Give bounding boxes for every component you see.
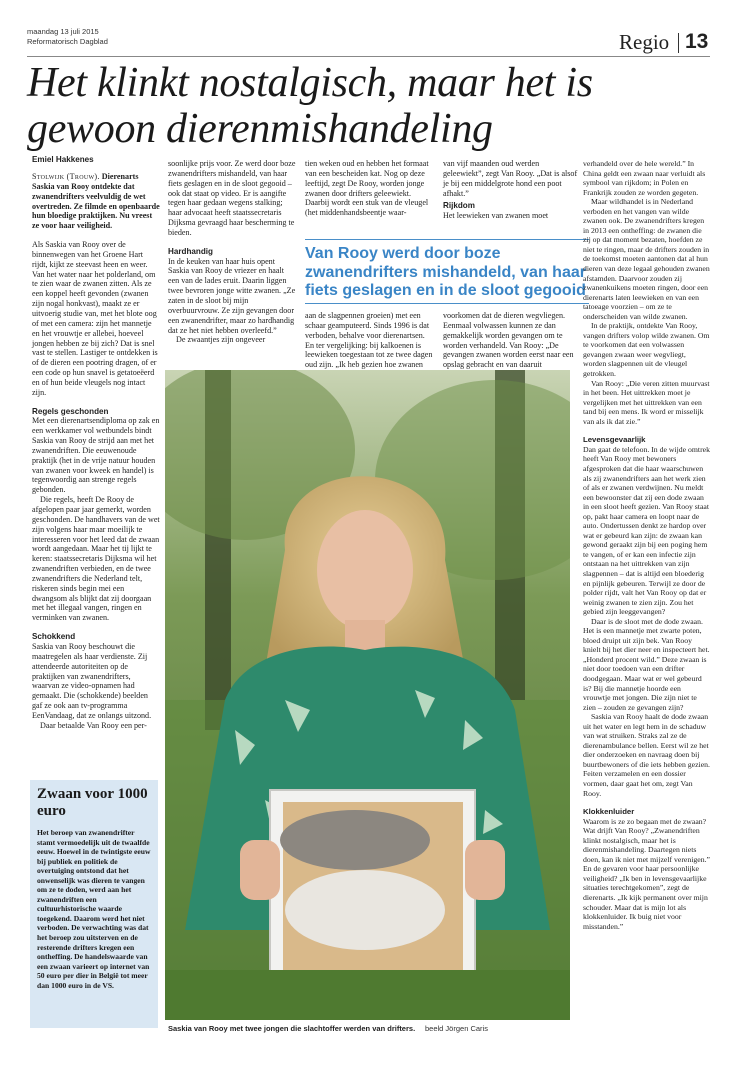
col5-paragraph-2: Maar wildhandel is in Nederland verboden en het vangen van wilde zwanen ook. De zwanendrifters kregen in 2013 een ontheffing: de zwanen die zij op dat moment bezaten, hoefden ze niet te ringen, maar de drifters zouden in de toekomst moeten aantonen dat al hun dieren van deze legaal gehouden zwanen afstamden. Daarvoor zouden zij zwanenkuikens moeten ringen, door een dierenarts laten leewieken en van een tatoeage voorzien – om ze te onderscheiden van wilde zwanen. <box>583 197 710 321</box>
col5-paragraph-4: Van Rooy: „Die veren zitten muurvast in het been. Het uittrekken moet je vergelijken met het uittrekken van een tand bij een mens. Ik word er misselijk van als ik dat zie.” <box>583 378 710 426</box>
article-intro <box>32 172 160 231</box>
col5-paragraph-3: In de praktijk, ontdekte Van Rooy, vangen drifters volop wilde zwanen. Om te voorkomen dat een volwassen gevangen zwaan weer wegvliegt, worden slagpennen uit de vleugel getrokken. <box>583 321 710 379</box>
headline-line-1: Het klinkt nostalgisch, maar het is <box>27 60 593 106</box>
photo-credit: beeld Jörgen Caris <box>425 1024 488 1033</box>
subheading-klokkenluider: Klokkenluider <box>583 807 635 817</box>
sidebar-body: Het beroep van zwanendrifter stamt vermoedelijk uit de twaalfde eeuw. Hoewel in de twintigste eeuw bij publiek en politiek de overtuiging ontstond dat het onwenselijk was dieren te vangen om ze te doden, werd aan het zwanendriften een cultuurhistorische waarde toegekend. Daarom werd het niet verboden. De verwachting was dat het beroep zou uitsterven en de resterende drifters kregen een ontheffing. De handelswaarde van een zwaan varieert op internet van 50 euro per dier in België tot meer dan 1000 euro in de VS. <box>37 828 151 990</box>
col5-paragraph-8: Waarom is ze zo begaan met de zwaan? Wat drijft Van Rooy? „Zwanendriften klinkt nostalgisch, maar het is dierenmishandeling. Daartegen niets doen, kan ik niet met mijzelf verenigen.” En de gevaren voor haar persoonlijke veiligheid? „Ik ben in levensgevaarlijke situaties terechtgekomen”, zegt de dierenarts. „Ik kijk permanent over mijn schouder. Maar dat is mijn lot als klokkenluider. Ik buig niet voor misstanden.” <box>583 816 710 931</box>
col1-paragraph-2: Met een dierenartsendiploma op zak en een werkkamer vol wetbundels bindt Saskia van Rooy de strijd aan met het zwanendriften. Die eeuwenoude praktijk (het in de vrije natuur houden van zwanen voor kweek en handel) is tegenwoordig aan strenge regels gebonden. <box>32 416 160 495</box>
col5-paragraph-5: Dan gaat de telefoon. In de wijde omtrek heeft Van Rooy met bewoners afgesproken dat die haar waarschuwen als zij zwanendrifters aan het werk zien of als er zwanen verdwijnen. Nu meldt een bewoonster dat zij een dode zwaan in een sloot heeft gezien. Van Rooy staat op, pakt haar camera en loopt naar de auto. Ondertussen denkt ze hardop over wat er gebeurd kan zijn: de zwaan kan gewond geraakt zijn bij een poging hem te vangen, of er kan een infectie zijn ontstaan na het uittrekken van zijn slagpennen – dat is altijd een bloederig en pijnlijk gebeuren. Terwijl ze door de polder rijdt, valt het Van Rooy op dat er weinig zwanen te zien zijn. Zou het gebied zijn leeggevangen? <box>583 444 710 617</box>
caption-text: Saskia van Rooy met twee jongen die slachtoffer werden van drifters. <box>168 1024 416 1033</box>
pullquote: Van Rooy werd door boze zwanendrifters mishandeld, van haar fiets geslagen en in de sloot gegooid <box>305 245 586 299</box>
col2-paragraph-2: In de keuken van haar huis opent Saskia van Rooy de vriezer en haalt een van de lades eruit. Daarin liggen twee bevroren jonge witte zwanen. „Ze zaten in de sloot bij mijn overbuurvrouw. Ze zijn gevangen door een zwanendrifter, maar zo hardhandig dat ze het niet hebben overleefd.” <box>168 256 296 335</box>
col3-paragraph-bottom: aan de slagpennen groeien) met een schaar geamputeerd. Sinds 1996 is dat verboden, behalve voor dierenartsen. En ter vergelijking: bij kalkoenen is leewieken toegestaan tot ze twee dagen oud zijn. „Ik heb gezien hoe zwanen <box>305 311 433 370</box>
issue-date: maandag 13 juli 2015 <box>27 27 99 36</box>
sidebar-title: Zwaan voor 1000 euro <box>37 786 148 819</box>
page-number: 13 <box>685 30 709 53</box>
headline-line-2: gewoon dierenmishandeling <box>27 106 493 152</box>
col5-paragraph-6: Daar is de sloot met de dode zwaan. Het is een mannetje met zwarte poten, bloed druipt uit zijn bek. Van Rooy knielt bij het dier neer en inspecteert het. „Honderd procent wild.” Deze zwaan is niet door toedoen van een drifter doodgegaan. Maar wat er wel gebeurd is? Bij die mannetje hoorde een vrouwtje met jongen. Die zijn niet te zien – zouden ze gevangen zijn? <box>583 616 710 712</box>
intro-lead: Dierenarts Saskia van Rooy ontdekte dat zwanendrifters veelvuldig de wet overtreden. Ze filmde en openbaarde hun bloedige praktijken. Nu vreest ze voor haar veiligheid. <box>32 172 160 231</box>
article-column-3-top <box>305 159 433 218</box>
col4-paragraph-1: Het leewieken van zwanen moet <box>443 211 549 221</box>
article-column-5 <box>583 159 710 931</box>
col4-paragraph-bottom: voorkomen dat de dieren wegvliegen. Eenmaal volwassen kunnen ze dan gemakkelijk worden gevangen om te worden verhandeld. Van Rooy: „De gevangen zwanen worden eerst naar een opslag gebracht en van daaruit <box>443 311 574 370</box>
subheading-rijkdom: Rijkdom <box>443 201 475 211</box>
photo-illustration <box>165 370 570 1020</box>
byline: Emiel Hakkenes <box>32 155 94 164</box>
section-label: Regio <box>619 30 670 54</box>
col3-paragraph-top: tien weken oud en hebben het formaat van een bescheiden kat. Nog op deze leeftijd, zegt De Rooy, worden jonge zwanen door drifters geleewiekt. Daarbij wordt een stuk van de vleugel (het middenhandsbeentje waar- <box>305 159 429 218</box>
headline <box>27 60 717 152</box>
dateline: Stolwijk (Trouw). <box>32 172 100 181</box>
article-column-1 <box>32 172 160 731</box>
sidebar-box <box>30 780 158 1028</box>
subheading-hardhandig: Hardhandig <box>168 246 213 256</box>
article-photo <box>165 370 570 1020</box>
article-column-4-top <box>443 159 579 221</box>
top-rule <box>27 56 710 57</box>
col1-paragraph-3: Die regels, heeft De Rooy de afgelopen paar jaar gemerkt, worden geschonden. De handhavers van de wet zijn volgens haar maar moeilijk te interesseren voor het leed dat de zwaan wordt aangedaan. Maar het tij lijkt te keren: staatssecretaris Dijksma wil het zwanendriften verbieden, en de twee zwanendrifters die Nederland telt, riskeren sinds begin mei een dwangsom als blijkt dat zij doorgaan met het illegaal vangen, ringen en verminken van zwanen. <box>32 495 160 623</box>
article-column-3-bottom <box>305 311 433 370</box>
col2-paragraph-3: De zwaantjes zijn ongeveer <box>176 335 266 345</box>
article-column-4-bottom <box>443 311 579 370</box>
subheading-schokkend: Schokkend <box>32 632 76 642</box>
col5-paragraph-1: verhandeld over de hele wereld.” In China geldt een zwaan naar verluidt als symbool van rijkdom; in Polen en Frankrijk zouden ze worden gegeten. <box>583 159 706 197</box>
pullquote-top-rule <box>305 239 589 240</box>
pullquote-bottom-rule <box>305 303 589 304</box>
col1-paragraph-5: Daar betaalde Van Rooy een per- <box>40 720 147 730</box>
col5-paragraph-7: Saskia van Rooy haalt de dode zwaan uit het water en legt hem in de schaduw van wat struiken. Straks zal ze de dierenambulance bellen. Eerst wil ze het dier onderzoeken en navraag doen bij buurtbewoners of die iets hebben gezien. Feiten verzamelen en een dossier vormen, daar gaat het om, zegt Van Rooy. <box>583 712 710 798</box>
col2-paragraph-1: soonlijke prijs voor. Ze werd door boze zwanendrifters mishandeld, van haar fiets geslagen en in de sloot gegooid – ook dat staat op video. Er is aangifte tegen haar gedaan wegens stalking; haar advocaat heeft staatssecretaris Dijksma gevraagd haar bescherming te bieden. <box>168 159 296 237</box>
col4-paragraph-top: van vijf maanden oud werden geleewiekt”, zegt Van Rooy. „Dat is alsof je bij een middelgrote hond een poot afhakt.” <box>443 159 578 198</box>
subheading-levensgevaarlijk: Levensgevaarlijk <box>583 435 646 445</box>
article-column-2 <box>168 159 296 345</box>
col1-paragraph-4: Saskia van Rooy beschouwt die maatregelen als haar verdienste. Zij attendeerde autoriteiten op de praktijken van zwanendrifters, waarvan ze video-opnamen had gemaakt. Die (schokkende) beelden gaf ze ook aan tv-programma EenVandaag, dat ze onlangs uitzond. <box>32 641 152 720</box>
subheading-regels-geschonden: Regels geschonden <box>32 406 109 416</box>
photo-caption <box>168 1024 415 1033</box>
newspaper-name: Reformatorisch Dagblad <box>27 37 108 46</box>
section-divider <box>678 33 679 53</box>
col1-paragraph-1: Als Saskia van Rooy over de binnenwegen van het Groene Hart rijdt, kijkt ze steevast heen en weer. Van het water naar het polderland, om te zien waar de zwanen zitten. Als ze een koppel heeft gevonden (zwanen zijn nogal honkvast), maakt ze er uitvoerig studie van, met het blote oog of met een camera: zijn het mannetje en het vrouwtje er allebei, hoeveel jongen hebben ze bij zich? Dat is snel vast te stellen. Lastiger te ontdekken is of de dieren een pootring dragen, of er een code op hun snavel is getatoeëerd en of hun beide vleugels nog intact zijn. <box>32 240 158 397</box>
